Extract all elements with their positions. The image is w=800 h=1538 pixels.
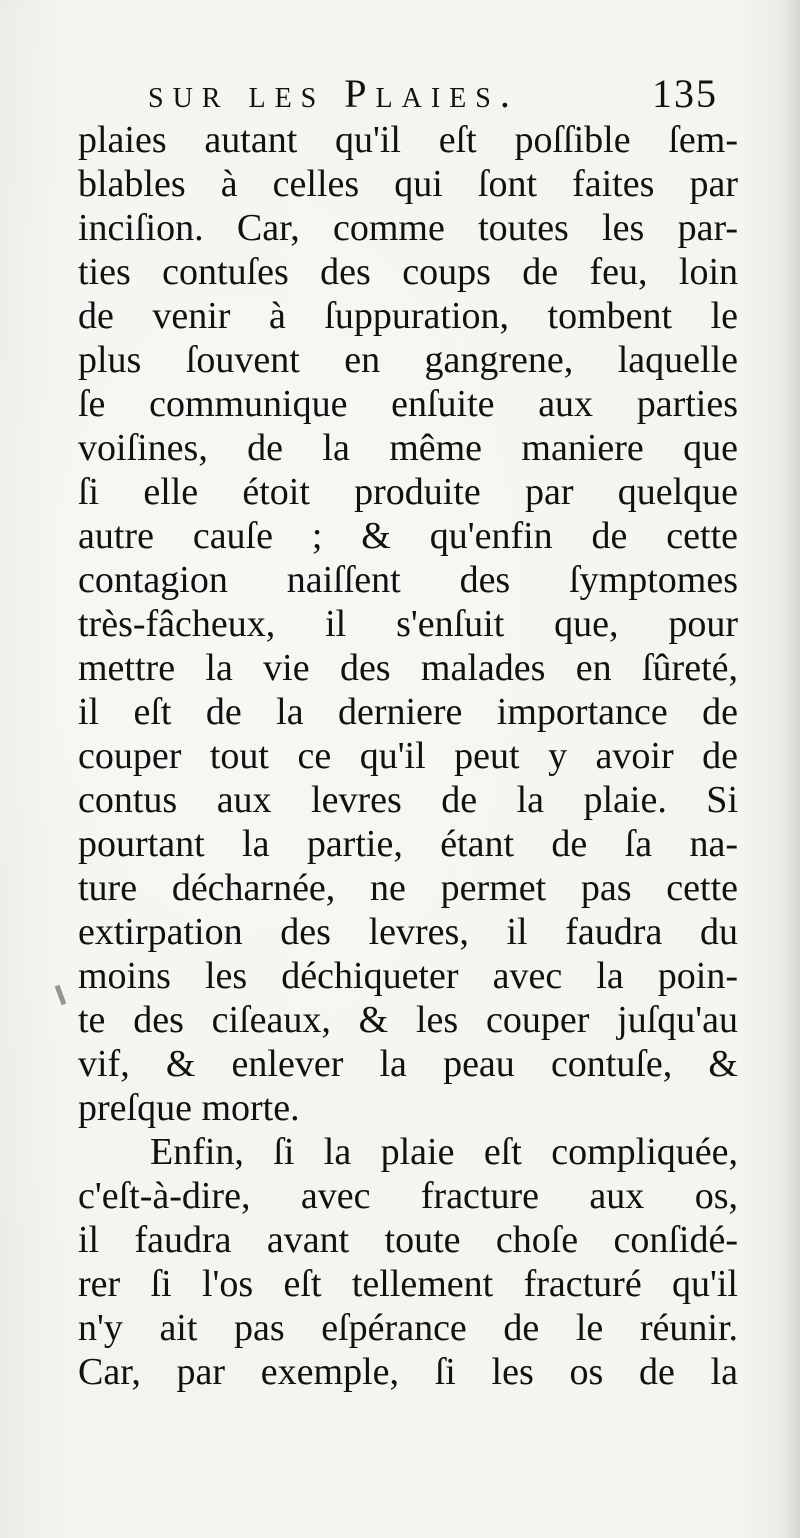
text-line: autre cauſe ; & qu'enfin de cette	[78, 515, 738, 557]
paragraph-start-line: Enfin, ſi la plaie eſt compliquée,	[150, 1131, 738, 1173]
running-head	[148, 70, 718, 118]
page-number: 135	[652, 71, 718, 116]
text-line: te des ciſeaux, & les couper juſqu'au	[78, 999, 738, 1041]
running-head-title: sur les Plaies.	[148, 71, 519, 116]
text-line: couper tout ce qu'il peut y avoir de	[78, 735, 738, 777]
text-line: il eſt de la derniere importance de	[78, 691, 738, 733]
text-line: rer ſi l'os eſt tellement fracturé qu'il	[78, 1263, 738, 1305]
text-line: moins les déchiqueter avec la poin-	[78, 955, 738, 997]
text-line: ture décharnée, ne permet pas cette	[78, 867, 738, 909]
text-line: plaies autant qu'il eſt poſſible ſem-	[78, 119, 738, 161]
text-line: vif, & enlever la peau contuſe, &	[78, 1043, 738, 1085]
text-line: extirpation des levres, il faudra du	[78, 911, 738, 953]
paragraph-end-line: preſque morte.	[78, 1087, 300, 1129]
text-line: pourtant la partie, étant de ſa na-	[78, 823, 738, 865]
text-line: ſe communique enſuite aux parties	[78, 383, 738, 425]
text-line: plus ſouvent en gangrene, laquelle	[78, 339, 738, 381]
text-line: mettre la vie des malades en ſûreté,	[78, 647, 738, 689]
text-line: ſi elle étoit produite par quelque	[78, 471, 738, 513]
text-line: n'y ait pas eſpérance de le réunir.	[78, 1307, 738, 1349]
text-line: ties contuſes des coups de feu, loin	[78, 251, 738, 293]
text-line: de venir à ſuppuration, tombent le	[78, 295, 738, 337]
text-line: contus aux levres de la plaie. Si	[78, 779, 738, 821]
text-line: Car, par exemple, ſi les os de la	[78, 1351, 738, 1393]
text-line: contagion naiſſent des ſymptomes	[78, 559, 738, 601]
text-line: inciſion. Car, comme toutes les par-	[78, 207, 738, 249]
page-edge-shadow	[782, 0, 800, 1538]
text-line: voiſines, de la même maniere que	[78, 427, 738, 469]
text-line: c'eſt-à-dire, avec fracture aux os,	[78, 1175, 738, 1217]
text-line: blables à celles qui ſont faites par	[78, 163, 738, 205]
text-line: très-fâcheux, il s'enſuit que, pour	[78, 603, 738, 645]
body-text	[78, 118, 738, 1394]
text-line: il faudra avant toute choſe conſidé-	[78, 1219, 738, 1261]
margin-ink-mark	[55, 985, 67, 1006]
